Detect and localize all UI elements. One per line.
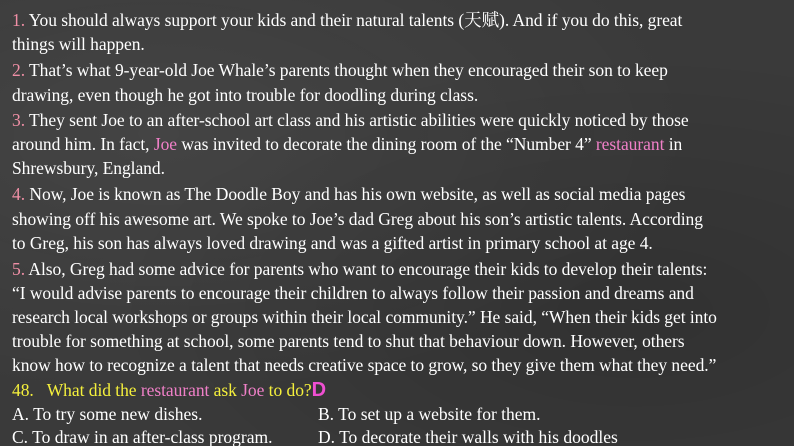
p1-line1 <box>12 8 682 32</box>
question-number: 48. <box>12 380 34 400</box>
p5-line5: know how to recognize a talent that needs creative space to grow, so they give them what they need.” <box>12 355 717 375</box>
p3-line3: Shrewsbury, England. <box>12 158 165 178</box>
p5-line3: research local workshops or groups within their local community.” He said, “When their kids get into <box>12 307 717 327</box>
p4-line2: showing off his awesome art. We spoke to Joe’s dad Greg about his son’s artistic talents. According <box>12 209 703 229</box>
question-restaurant-highlight: restaurant <box>140 380 210 400</box>
p3-line2-c: in <box>664 134 683 154</box>
p3-joe-highlight: Joe <box>153 134 178 154</box>
p1-number: 1. <box>12 10 26 30</box>
p4-line1-text: Now, Joe is known as The Doodle Boy and has his own website, as well as social media pages <box>25 184 686 204</box>
p3-line2-b: was invited to decorate the dining room of the “Number 4” <box>177 134 596 154</box>
p4-number: 4. <box>12 184 26 204</box>
p2-line2: drawing, even though he got into trouble for doodling during class. <box>12 85 479 105</box>
p5-number: 5. <box>12 259 26 279</box>
p5-line2: “I would advise parents to encourage their children to always follow their passion and dreams and <box>12 283 694 303</box>
p5-line4: trouble for something at school, some parents tend to shut that behaviour down. However, others <box>12 331 685 351</box>
question-text-a: What did the <box>46 380 141 400</box>
question-joe-highlight: Joe <box>241 380 265 400</box>
option-c[interactable]: C. To draw in an after-class program. <box>12 427 273 446</box>
option-b[interactable]: B. To set up a website for them. <box>318 404 541 424</box>
p3-line2 <box>12 132 682 156</box>
answer-letter: D <box>311 379 327 401</box>
p2-number: 2. <box>12 60 26 80</box>
p4-line3: to Greg, his son has always loved drawing and was a gifted artist in primary school at age 4. <box>12 233 653 253</box>
p2-line1-text: That’s what 9-year-old Joe Whale’s parents thought when they encouraged their son to keep <box>25 60 668 80</box>
p3-number: 3. <box>12 110 26 130</box>
question-48 <box>12 378 326 402</box>
option-a[interactable]: A. To try some new dishes. <box>12 404 203 424</box>
question-text-b: ask <box>209 380 242 400</box>
p3-line1-text: They sent Joe to an after-school art class and his artistic abilities were quickly noticed by those <box>25 110 689 130</box>
p3-restaurant-highlight: restaurant <box>595 134 665 154</box>
p3-line2-a: around him. In fact, <box>12 134 154 154</box>
p3-line1 <box>12 108 689 132</box>
p4-line1 <box>12 182 685 206</box>
p5-line1-text: Also, Greg had some advice for parents who want to encourage their kids to develop their talents: <box>25 259 708 279</box>
question-text-c: to do? <box>264 380 312 400</box>
p2-line1 <box>12 58 668 82</box>
option-d[interactable]: D. To decorate their walls with his doodles <box>318 427 618 446</box>
p1-line1-text: You should always support your kids and their natural talents (天赋). And if you do this, great <box>25 10 683 30</box>
p5-line1 <box>12 257 707 281</box>
p1-line2: things will happen. <box>12 34 145 54</box>
